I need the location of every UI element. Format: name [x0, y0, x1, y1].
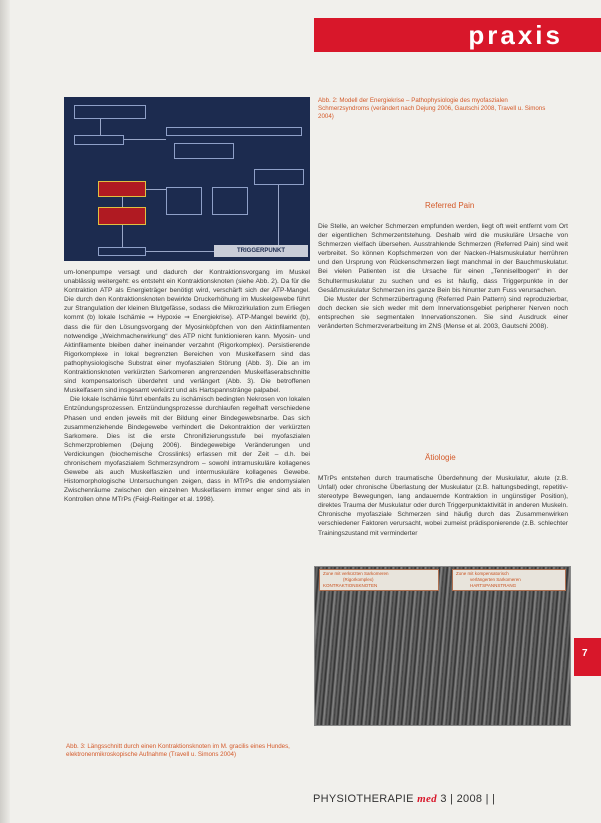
diagram-box — [254, 169, 304, 185]
figure2-caption: Abb. 2: Modell der Energiekrise – Pathophysiologie des myofaszialen Schmerzsyndroms (verändert nach Dejung 2006, Gautschi 2008, Travell u. Simons 2004) — [318, 97, 546, 120]
paragraph: Die Stelle, an welcher Schmerzen empfunden werden, liegt oft weit entfernt vom Ort der eigentlichen Schmerzentstehung. Deshalb wird die muskuläre Ursache von Schmerzen vielfach übersehen. Ausstrahlende Schmerzen (Referred Pain) sind weit verbreitet. So können Kopfschmerzen von der Nacken-/Halsmuskulatur herrühren und den Ursprung von Rückenschmerzen liegt manchmal in der Bauchmuskulatur. Bei vielen Patienten ist die Ursache für einen „Tennisellbogen“ in der Schultermuskulatur zu suchen und es ist häufig, dass Triggerpunkte in der Gesäßmuskulatur Schmerzen ins ganze Bein bis hinunter zum Fuss verursachen. — [318, 223, 568, 294]
figure3-caption: Abb. 3: Längsschnitt durch einen Kontraktionsknoten im M. gracilis eines Hundes, elektronenmikroskopische Aufnahme (Travell u. Simons 2004) — [66, 743, 290, 758]
electron-micrograph — [314, 566, 571, 726]
label-line: Zone mit verkürzten Sarkomeren — [323, 571, 389, 576]
journal-med: med — [417, 793, 437, 805]
paragraph: Die lokale Ischämie führt ebenfalls zu ischämisch bedingten Nekrosen von lokalen Entzündungsprozessen. Entzündungsprozesse durchlaufen regelhaft verschiedene Phasen und enden jeweils mit der Bildung einer Bindegewebsnarbe. Das sich zusammenziehende Bindegewebe verhindert die Dekontraktion der verkürzten Sarkomere. Dies ist die erste Chronifizierungsstufe bei myofaszialen Schmerzproblemen (Dejung 2006). Bindegewebige Veränderungen und Verdickungen (biochemische Crosslinks) erfassen mit der Zeit – d.h. bei chronischem myofaszialem Schmerzsyndrom – sowohl intramuskuläre kollagenes Gewebe als auch Muskelfaszien und intermuskuläre kollagenes Gewebe. Histomorphologische Untersuchungen zeigen, dass in MTrPs die endomysialen Zwischenräume zwischen den einzelnen Muskelfasern immer enger sind als in Kontrollen ohne MTrPs (Feigl-Reitinger et al. 1998). — [64, 396, 310, 504]
diagram-arrow — [122, 197, 123, 207]
left-column — [64, 268, 310, 504]
diagram-box — [74, 105, 146, 119]
aetiology-text: MTrPs entstehen durch traumatische Überdehnung der Muskulatur, akute (z.B. Unfall) oder chronische Überlastung der Muskulatur (z.B. haltungsbedingt, repetitiv-stereotype Bewegungen, lang andauernde Kontraktion in ungünstiger Position), direktes Trauma der Muskulatur oder durch Triggerpunktaktivität in anderen Muskeln. Chronische myofasziale Schmerzen sind häufig durch das Zusammenwirken verschiedener Faktoren verursacht, wobei zumeist prädisponierende (z.B. schlechter Trainingszustand mit verminderter — [318, 475, 568, 537]
referred-pain-heading: Referred Pain — [425, 201, 475, 210]
contraction-knot-label — [319, 569, 439, 591]
trigger-point-label: TRIGGERPUNKT — [214, 245, 308, 257]
diagram-box — [98, 247, 146, 256]
paragraph: Die Muster der Schmerzübertragung (Referred Pain Pattern) sind reproduzierbar, doch decken sie sich weder mit dem Innervationsgebiet peripherer Nerven noch entsprechen sie segmentalen Innervationszonen. Sie sind Ausdruck einer veränderten Schmerzverarbeitung im ZNS (Mense et al. 2003, Gautschi 2008). — [318, 295, 568, 331]
diagram-arrow — [146, 189, 166, 190]
section-title: praxis — [468, 20, 563, 50]
label-line: KONTRAKTIONSKNOTEN — [323, 583, 378, 588]
section-banner — [314, 18, 601, 52]
diagram-arrow — [124, 139, 166, 140]
label-line: (Rigorkomplex) — [343, 577, 374, 582]
journal-footer — [313, 793, 495, 805]
hypoxia-box — [98, 207, 146, 225]
diagram-box — [174, 143, 234, 159]
label-line: HARTSPANNSTRANG — [470, 583, 517, 588]
diagram-box — [166, 187, 202, 215]
aetiology-heading: Ätiologie — [425, 453, 456, 462]
journal-issue: 3 | 2008 | | — [440, 793, 496, 805]
page-number: 7 — [582, 648, 588, 659]
diagram-box — [166, 127, 302, 136]
label-line: Zone mit kompensatorisch — [456, 571, 509, 576]
page-spine — [0, 0, 10, 823]
right-column — [318, 222, 568, 331]
energy-crisis-diagram — [64, 97, 310, 261]
paragraph: um-Ionenpumpe versagt und dadurch der Kontraktionsvorgang im Muskel unablässig weitergeht: es entsteht ein Kontraktionsknoten (siehe Abb. 2). Da für die Kontraktion ATP als Energieträger benötigt wird, verschärft sich der ATP-Mangel. Die durch den Kontraktionsknoten bewirkte Druckerhöhung im Muskelgewebe führt zur Strangulation der kleinen Blutgefässe, sodass die Mikrozirkulation zum Erliegen kommt (b) lokale Ischämie ⇒ Hypoxie ⇒ Energiekrise). ATP-Mangel bewirkt (b), dass die für den Lösungsvorgang der Myosinköpfchen von den Aktinfilamenten notwendige „Weichmacherwirkung“ des ATP nicht funktionieren kann. Myosin- und Aktinfilamente bleiben daher ineinander verzahnt (Rigorkomplex). Persistierende Rigorkomplexe in lokal begrenzten Bereichen von Muskelfasern sind das pathophysiologische Substrat einer myofaszialen Störung (Abb. 3). Die an im Kontraktionsknoten verkürzten Sarkomeren angrenzenden Muskelfaserabschnitte sind kompensatorisch überdehnt und verlängert (Abb. 3). Die betroffenen Muskelfasern sind insgesamt verkürzt und als Hartspannstränge palpabel. — [64, 269, 310, 395]
diagram-arrow — [146, 251, 214, 252]
energy-crisis-box — [98, 181, 146, 197]
diagram-arrow — [122, 225, 123, 247]
diagram-arrow — [100, 119, 101, 135]
label-line: verlängerten Sarkomeren — [470, 577, 521, 582]
diagram-arrow — [278, 185, 279, 245]
diagram-box — [212, 187, 248, 215]
journal-name: PHYSIOTHERAPIE — [313, 793, 414, 805]
diagram-box — [74, 135, 124, 145]
taut-band-label — [452, 569, 566, 591]
